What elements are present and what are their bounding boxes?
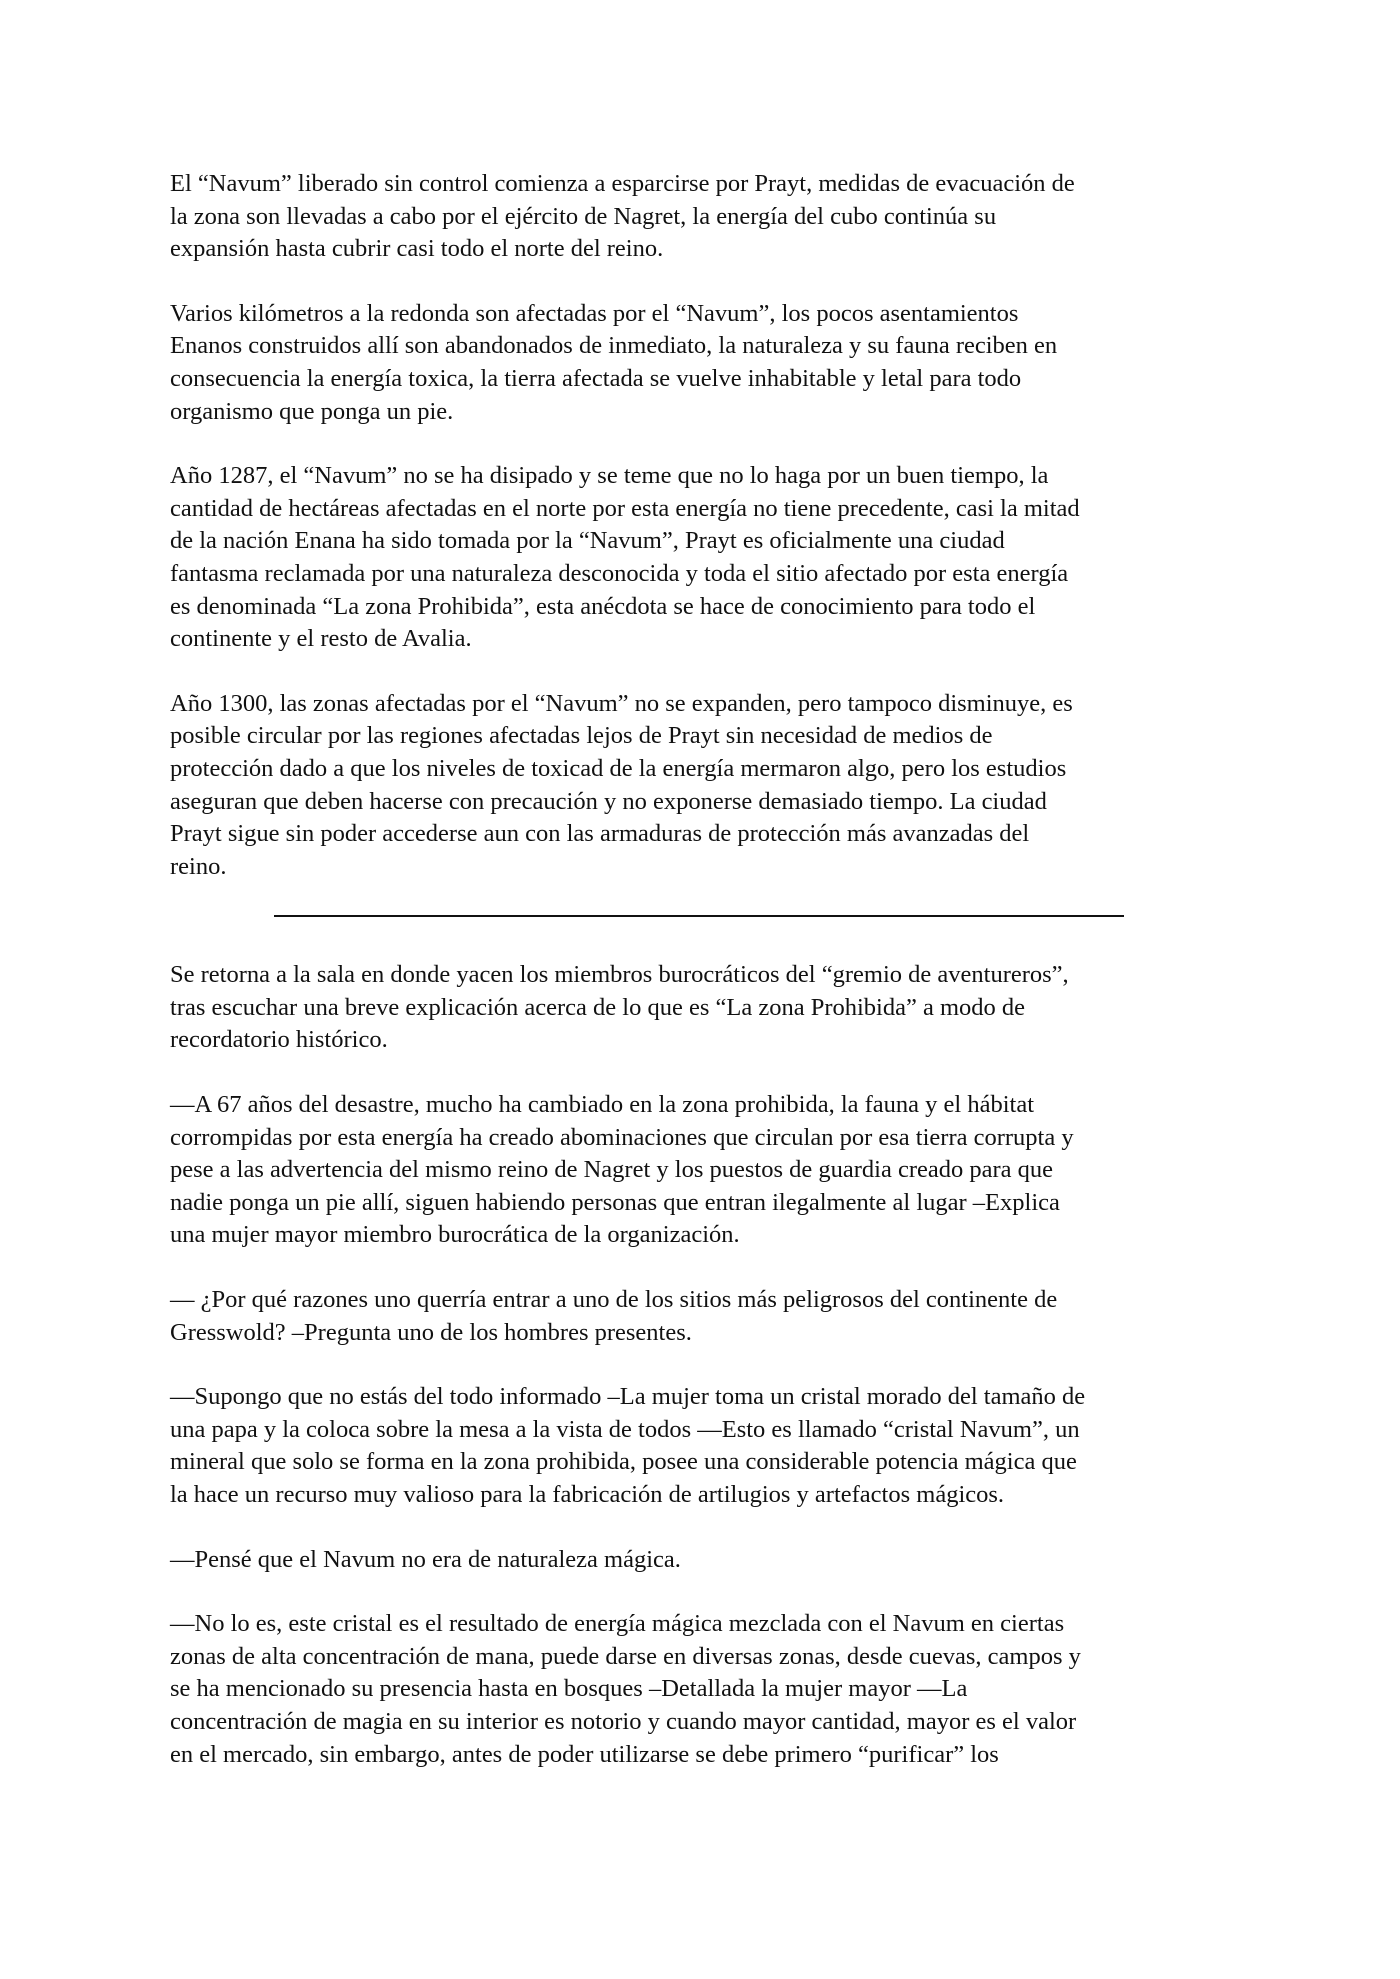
paragraph: Se retorna a la sala en donde yacen los miembros burocráticos del “gremio de aventureros”, tras escuchar una breve explicación acerca de lo que es “La zona Prohibida” a modo de recordatorio histórico. <box>170 961 1069 1054</box>
dialogue-paragraph: —A 67 años del desastre, mucho ha cambiado en la zona prohibida, la fauna y el hábitat corrompidas por esta energía ha creado abominaciones que circulan por esa tierra corrupta y pese a las advertencia del mismo reino de Nagret y los puestos de guardia creado para que nadie ponga un pie allí, siguen habiendo personas que entran ilegalmente al lugar –Explica una mujer mayor miembro burocrática de la organización. <box>170 1091 1074 1249</box>
section-divider <box>274 915 1124 917</box>
document-page <box>170 168 1235 1803</box>
dialogue-paragraph: —No lo es, este cristal es el resultado de energía mágica mezclada con el Navum en ciertas zonas de alta concentración de mana, puede darse en diversas zonas, desde cuevas, campos y se ha mencionado su presencia hasta en bosques –Detallada la mujer mayor —La concentración de magia en su interior es notorio y cuando mayor cantidad, mayor es el valor en el mercado, sin embargo, antes de poder utilizarse se debe primero “purificar” los <box>170 1610 1081 1768</box>
paragraph: Año 1300, las zonas afectadas por el “Navum” no se expanden, pero tampoco disminuye, es posible circular por las regiones afectadas lejos de Prayt sin necesidad de medios de protección dado a que los niveles de toxicad de la energía mermaron algo, pero los estudios aseguran que deben hacerse con precaución y no exponerse demasiado tiempo. La ciudad Prayt sigue sin poder accederse aun con las armaduras de protección más avanzadas del reino. <box>170 689 1073 880</box>
paragraph: Varios kilómetros a la redonda son afectadas por el “Navum”, los pocos asentamientos Enanos construidos allí son abandonados de inmediato, la naturaleza y su fauna reciben en consecuencia la energía toxica, la tierra afectada se vuelve inhabitable y letal para todo organismo que ponga un pie. <box>170 299 1058 425</box>
dialogue-paragraph: —Pensé que el Navum no era de naturaleza mágica. <box>170 1545 681 1573</box>
paragraph: El “Navum” liberado sin control comienza a esparcirse por Prayt, medidas de evacuación de la zona son llevadas a cabo por el ejército de Nagret, la energía del cubo continúa su expansión hasta cubrir casi todo el norte del reino. <box>170 170 1075 263</box>
dialogue-paragraph: —Supongo que no estás del todo informado –La mujer toma un cristal morado del tamaño de una papa y la coloca sobre la mesa a la vista de todos —Esto es llamado “cristal Navum”, un mineral que solo se forma en la zona prohibida, posee una considerable potencia mágica que la hace un recurso muy valioso para la fabricación de artilugios y artefactos mágicos. <box>170 1383 1086 1508</box>
dialogue-paragraph: — ¿Por qué razones uno querría entrar a uno de los sitios más peligrosos del continente de Gresswold? –Pregunta uno de los hombres presentes. <box>170 1286 1058 1346</box>
paragraph: Año 1287, el “Navum” no se ha disipado y se teme que no lo haga por un buen tiempo, la cantidad de hectáreas afectadas en el norte por esta energía no tiene precedente, casi la mitad de la nación Enana ha sido tomada por la “Navum”, Prayt es oficialmente una ciudad fantasma reclamada por una naturaleza desconocida y toda el sitio afectado por esta energía es denominada “La zona Prohibida”, esta anécdota se hace de conocimiento para todo el continente y el resto de Avalia. <box>170 462 1080 653</box>
